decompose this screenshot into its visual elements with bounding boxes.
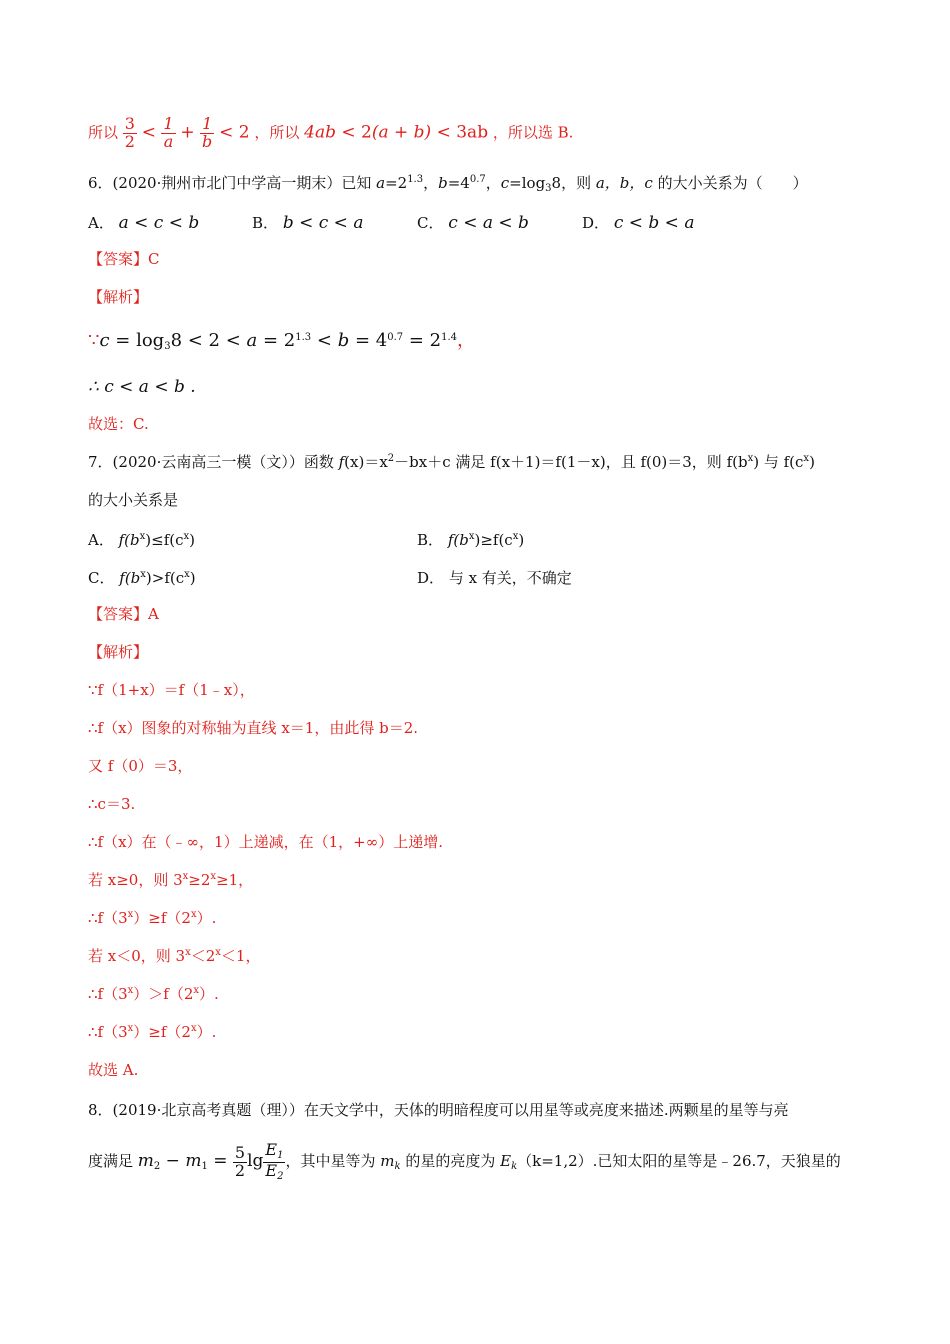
q6-option-d[interactable]: D． c < b < a	[582, 213, 695, 233]
q7-option-c[interactable]: C． $f(b^x)>f(c^x)$	[88, 569, 196, 587]
fraction-1-b: $\frac{1}{b}$	[202, 114, 213, 151]
fraction-e1-e2: $\frac{E_1}{E_2}$	[265, 1140, 284, 1182]
analysis-7-step-3: 又 f（0）＝3，	[88, 757, 193, 775]
question-8-line-1: 8．(2019·北京高考真题（理））在天文学中，天体的明暗程度可以用星等或亮度来描述.两颗星的星等与亮	[88, 1101, 789, 1119]
q7-option-d[interactable]: D． 与 x 有关，不确定	[417, 569, 572, 587]
text-so: 所以	[88, 123, 119, 142]
q6-option-a[interactable]: A． a < c < b	[88, 213, 200, 233]
analysis-6-conclusion: 故选：C.	[88, 415, 149, 433]
fraction-5-2: $\frac{5}{2}$	[234, 1142, 246, 1180]
analysis-7-conclusion: 故选 A.	[88, 1061, 139, 1079]
fraction-3-2: $\frac{3}{2}$	[124, 114, 135, 151]
analysis-7-step-1: ∵f（1+x）＝f（1﹣x），	[88, 681, 255, 699]
analysis-7-step-9: $\therefore f(3^x)>f(2^x)$.	[88, 985, 219, 1003]
q7-option-a[interactable]: A． $f(b^x)\le f(c^x)$	[88, 531, 196, 549]
analysis-6-step-1: ∵c = $\log_38 < 2 < a = 2^{1.3} < b = 4^{0.7} = 2^{1.4}$，	[88, 330, 476, 352]
q7-option-b[interactable]: B． $f(b^x)\ge f(c^x)$	[417, 531, 525, 549]
analysis-6-step-2: ∴ c < a < b .	[88, 377, 196, 397]
analysis-6-heading: 【解析】	[88, 288, 149, 306]
analysis-7-step-2: ∴f（x）图象的对称轴为直线 x＝1，由此得 b＝2.	[88, 719, 419, 737]
question-6: 6．(2020·荆州市北门中学高一期末）已知 $a=2^{1.3}$，$b=4^{0.7}$，$c=\log_38$，则 a，b，c 的大小关系为（ ）	[88, 174, 808, 194]
answer-6: 【答案】C	[88, 250, 160, 268]
analysis-7-step-4: ∴c＝3.	[88, 795, 136, 813]
question-7-line-1: 7．(2020·云南高三一模（文））函数 $f(x)=x^2-bx+c$ 满足 f(x＋1)＝f(1－x)，且 f(0)＝3，则 $f(b^x)$ 与 $f(c^x)$	[88, 453, 815, 471]
answer-7: 【答案】A	[88, 605, 159, 623]
question-8-line-2: 度满足 $m_2 - m_1$ = $\frac{5}{2}$ lg $\frac{E_1}{E_2}$ ，其中星等为 $m_k$ 的星的亮度为 $E_k(k=1,2)$.已知太阳的星等是﹣26.7，天狼星的	[88, 1140, 841, 1182]
solution-line-1: 所以 $\frac{3}{2}$ < $\frac{1}{a}$ + $\frac{1}{b}$ < 2 ，所以 4ab < 2(a + b) < 3ab ，所以选 B.	[88, 114, 574, 151]
question-7-line-2: 的大小关系是	[88, 491, 179, 509]
analysis-7-step-10: $\therefore f(3^x)\ge f(2^x)$.	[88, 1023, 217, 1041]
analysis-7-heading: 【解析】	[88, 643, 149, 661]
analysis-7-step-5: ∴f（x）在（﹣∞，1）上递减，在（1，+∞）上递增.	[88, 833, 443, 851]
analysis-7-step-8: 若 x＜0，则 $3^x<2^x<1$，	[88, 947, 261, 965]
analysis-7-step-6: 若 x≥0，则 $3^x\ge 2^x\ge 1$，	[88, 871, 254, 889]
q6-option-c[interactable]: C． c < a < b	[417, 213, 529, 233]
analysis-7-step-7: $\therefore f(3^x)\ge f(2^x)$.	[88, 909, 217, 927]
fraction-1-a: $\frac{1}{a}$	[163, 114, 174, 151]
q6-option-b[interactable]: B． b < c < a	[252, 213, 364, 233]
